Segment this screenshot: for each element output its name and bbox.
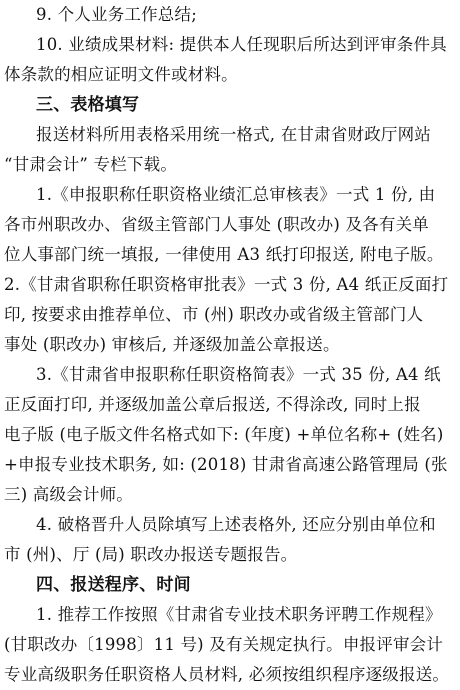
list-item-3: 3.《甘肃省申报职称任职资格简表》一式 35 份, A4 纸 — [36, 365, 441, 384]
paragraph-line: 电子版 (电子版文件名格式如下: (年度) +单位名称+ (姓名) — [4, 425, 444, 444]
paragraph-line: 位人事部门统一填报, 一律使用 A3 纸打印报送, 附电子版。 — [4, 245, 444, 264]
list-item-9: 9. 个人业务工作总结; — [36, 5, 197, 24]
paragraph-line: +申报专业技术职务, 如: (2018) 甘肃省高速公路管理局 (张 — [4, 455, 448, 474]
list-item-4: 4. 破格晋升人员除填写上述表格外, 还应分别由单位和 — [36, 515, 436, 534]
section-heading-4: 四、报送程序、时间 — [36, 575, 191, 595]
paragraph-line: 专业高级职务任职资格人员材料, 必须按组织程序逐级报送。 — [4, 665, 450, 684]
list-item-2: 2.《甘肃省职称任职资格审批表》一式 3 份, A4 纸正反面打 — [4, 275, 449, 294]
list-item-1: 1. 推荐工作按照《甘肃省专业技术职务评聘工作规程》 — [36, 605, 442, 624]
paragraph-line: 报送材料所用表格采用统一格式, 在甘肃省财政厅网站 — [36, 125, 431, 144]
list-item-10-continuation: 体条款的相应证明文件或材料。 — [4, 65, 238, 84]
paragraph-line: 事处 (职改办) 审核后, 并逐级加盖公章报送。 — [4, 335, 340, 354]
list-item-10: 10. 业绩成果材料: 提供本人任现职后所达到评审条件具 — [36, 35, 447, 54]
paragraph-line: 三) 高级会计师。 — [4, 485, 133, 504]
list-item-1: 1.《申报职称任职资格业绩汇总审核表》一式 1 份, 由 — [36, 185, 436, 204]
paragraph-line: 印, 按要求由推荐单位、市 (州) 职改办或省级主管部门人 — [4, 305, 424, 324]
section-heading-3: 三、表格填写 — [36, 95, 140, 115]
paragraph-line: “甘肃会计” 专栏下载。 — [4, 155, 178, 174]
paragraph-line: (甘职改办〔1998〕11 号) 及有关规定执行。申报评审会计 — [4, 635, 444, 654]
paragraph-line: 各市州职改办、省级主管部门人事处 (职改办) 及各有关单 — [4, 215, 429, 234]
paragraph-line: 正反面打印, 并逐级加盖公章后报送, 不得涂改, 同时上报 — [4, 395, 421, 414]
paragraph-line: 市 (州)、厅 (局) 职改办报送专题报告。 — [4, 545, 298, 564]
